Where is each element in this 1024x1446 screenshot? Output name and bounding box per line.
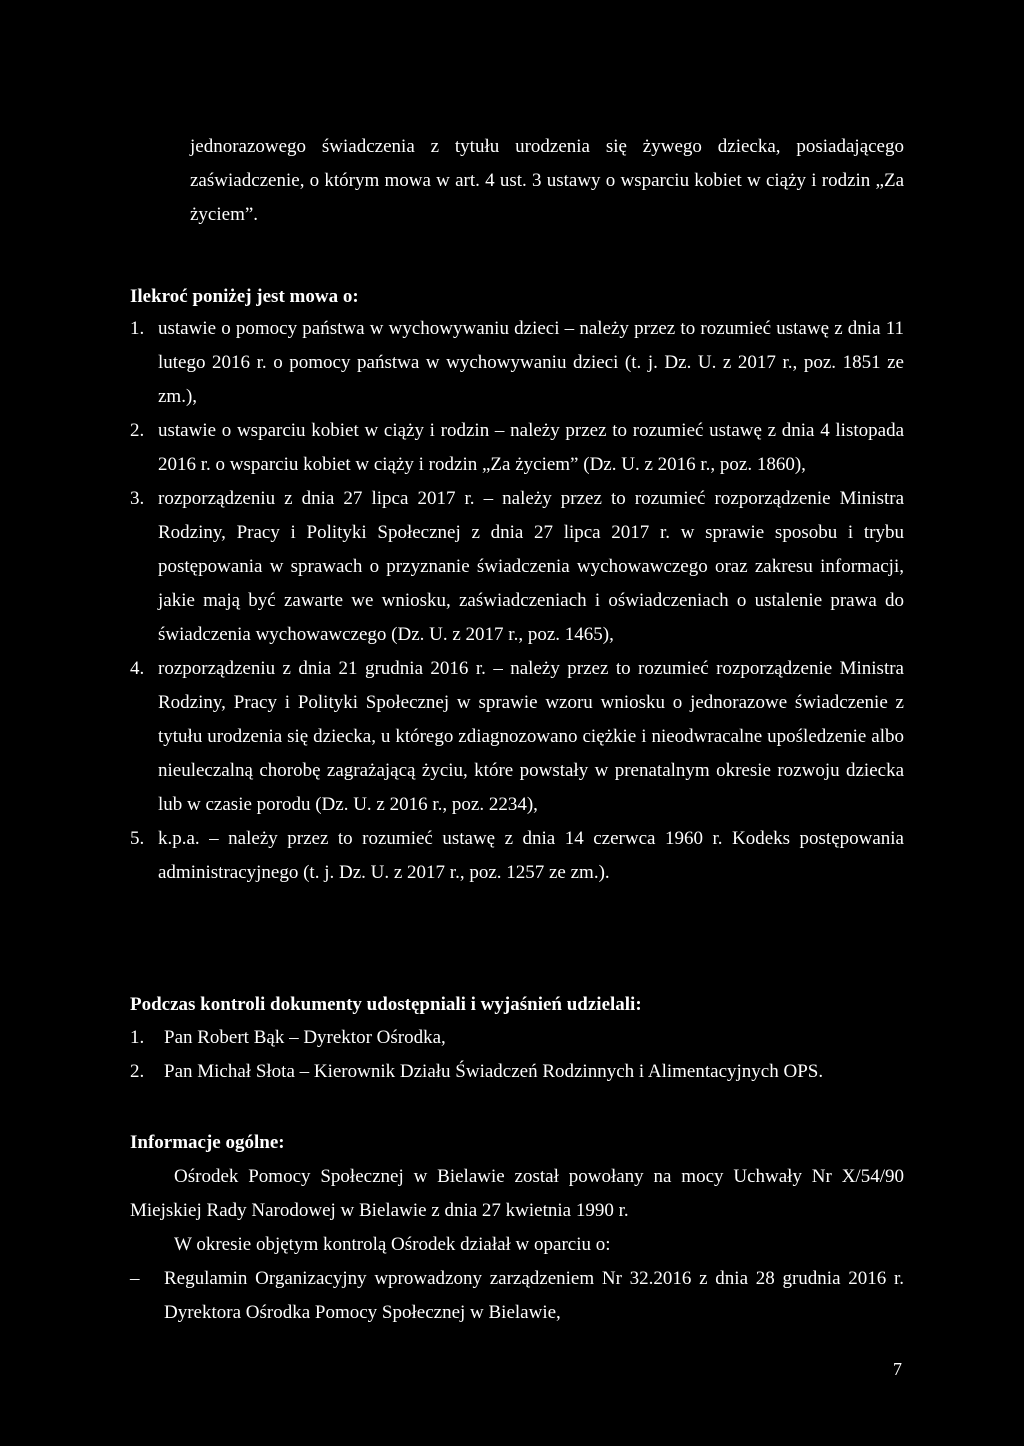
persons-heading: Podczas kontroli dokumenty udostępniali i wyjaśnień udzielali: bbox=[130, 994, 642, 1015]
list-item-text: ustawie o wsparciu kobiet w ciąży i rodzin – należy przez to rozumieć ustawę z dnia 4 listopada 2016 r. o wsparciu kobiet w ciąży i rodzin „Za życiem” (Dz. U. z 2016 r., poz. 1860), bbox=[158, 420, 904, 475]
basis-list bbox=[130, 1262, 904, 1330]
definitions-heading: Ilekroć poniżej jest mowa o: bbox=[130, 286, 359, 307]
list-item bbox=[130, 1021, 904, 1055]
intro-paragraph: jednorazowego świadczenia z tytułu urodzenia się żywego dziecka, posiadającego zaświadczenie, o którym mowa w art. 4 ust. 3 ustawy o wsparciu kobiet w ciąży i rodzin „Za życiem”. bbox=[190, 136, 904, 225]
list-item-number: 2. bbox=[130, 420, 145, 441]
list-item-text: ustawie o pomocy państwa w wychowywaniu dzieci – należy przez to rozumieć ustawę z dnia 11 lutego 2016 r. o pomocy państwa w wychowywaniu dzieci (t. j. Dz. U. z 2017 r., poz. 1851 ze zm.), bbox=[158, 318, 904, 407]
list-item bbox=[130, 1055, 904, 1089]
info-paragraph: Ośrodek Pomocy Społecznej w Bielawie został powołany na mocy Uchwały Nr X/54/90 Miejskiej Rady Narodowej w Bielawie z dnia 27 kwietnia 1990 r. bbox=[130, 1166, 904, 1221]
list-item-number: 1. bbox=[130, 318, 145, 339]
list-item-text: Pan Michał Słota – Kierownik Działu Świadczeń Rodzinnych i Alimentacyjnych OPS. bbox=[164, 1061, 824, 1082]
list-item-text: rozporządzeniu z dnia 27 lipca 2017 r. – należy przez to rozumieć rozporządzenie Ministra Rodziny, Pracy i Polityki Społecznej z dnia 27 lipca 2017 r. w sprawie sposobu i trybu postępowania w sprawach o przyznanie świadczenia wychowawczego oraz zakresu informacji, jakie mają być zawarte we wniosku, zaświadczeniach i oświadczeniach o ustalenie prawa do świadczenia wychowawczego (Dz. U. z 2017 r., poz. 1465), bbox=[158, 488, 904, 645]
list-item-text: k.p.a. – należy przez to rozumieć ustawę z dnia 14 czerwca 1960 r. Kodeks postępowania administracyjnego (t. j. Dz. U. z 2017 r., poz. 1257 ze zm.). bbox=[158, 828, 904, 883]
list-item-number: 3. bbox=[130, 488, 145, 509]
list-item-text: Pan Robert Bąk – Dyrektor Ośrodka, bbox=[164, 1027, 446, 1048]
list-item bbox=[130, 414, 904, 482]
list-item bbox=[130, 312, 904, 414]
list-item-number: 5. bbox=[130, 828, 145, 849]
list-item-text: Regulamin Organizacyjny wprowadzony zarządzeniem Nr 32.2016 z dnia 28 grudnia 2016 r. Dyrektora Ośrodka Pomocy Społecznej w Bielawie, bbox=[164, 1268, 904, 1323]
definitions-list bbox=[130, 312, 904, 890]
list-item-number: 1. bbox=[130, 1027, 145, 1048]
dash-bullet: – bbox=[130, 1268, 140, 1289]
list-item bbox=[130, 822, 904, 890]
list-item-text: rozporządzeniu z dnia 21 grudnia 2016 r. – należy przez to rozumieć rozporządzenie Ministra Rodziny, Pracy i Polityki Społecznej w sprawie wzoru wniosku o jednorazowe świadczenie z tytułu urodzenia się dziecka, u którego zdiagnozowano ciężkie i nieodwracalne upośledzenie albo nieuleczalną chorobę zagrażającą życiu, które powstały w prenatalnym okresie rozwoju dziecka lub w czasie porodu (Dz. U. z 2016 r., poz. 2234), bbox=[158, 658, 904, 815]
list-item bbox=[130, 652, 904, 822]
list-item bbox=[130, 482, 904, 652]
info-paragraph: W okresie objętym kontrolą Ośrodek działał w oparciu o: bbox=[174, 1234, 611, 1255]
list-item-number: 2. bbox=[130, 1061, 145, 1082]
info-heading: Informacje ogólne: bbox=[130, 1132, 285, 1153]
list-item bbox=[130, 1262, 904, 1330]
persons-list bbox=[130, 1021, 904, 1089]
list-item-number: 4. bbox=[130, 658, 145, 679]
page-number: 7 bbox=[893, 1359, 902, 1379]
